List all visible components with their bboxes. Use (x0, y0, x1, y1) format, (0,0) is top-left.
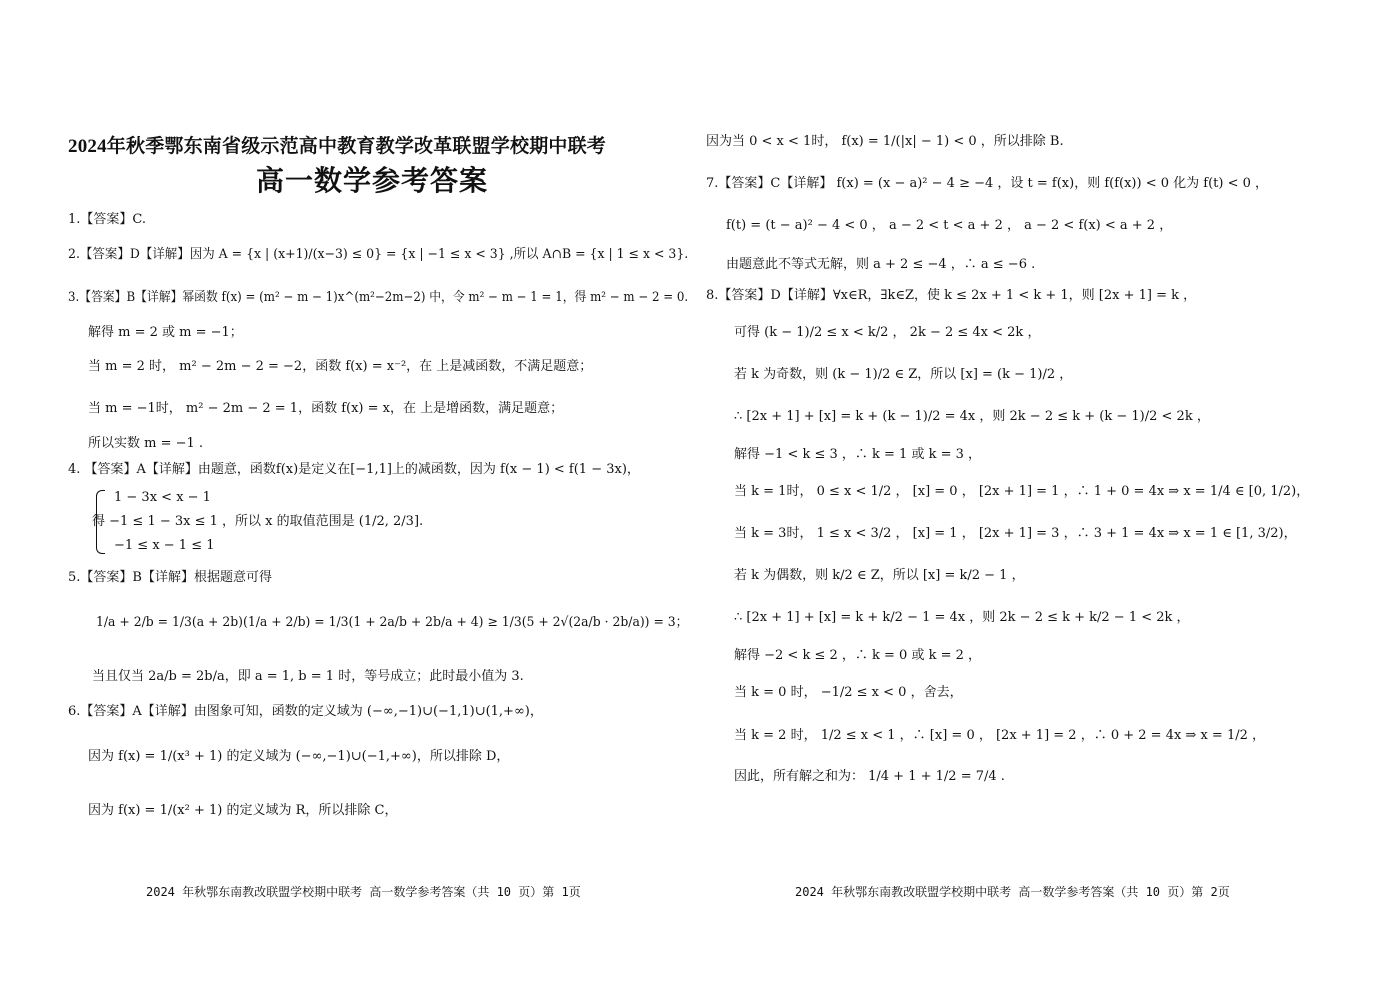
answer-4: 4. 【答案】A【详解】由题意，函数f(x)是定义在[−1,1]上的减函数，因为 f(x − 1) < f(1 − 3x)， (68, 462, 640, 477)
answer-7: 7.【答案】C【详解】 f(x) = (x − a)² − 4 ≥ −4 ，设 t = f(x)，则 f(f(x)) < 0 化为 f(t) < 0 ， (706, 176, 1269, 191)
answer-8-step-9: 解得 −2 < k ≤ 2 ，∴ k = 0 或 k = 2 ， (734, 648, 982, 663)
answer-3-step-3: 当 m = −1时， m² − 2m − 2 = 1，函数 f(x) = x，在 上是增函数，满足题意； (88, 401, 564, 416)
footer-page-2: 2024 年秋鄂东南教改联盟学校期中联考 高一数学参考答案（共 10 页）第 2页 (795, 885, 1230, 899)
footer-page-1: 2024 年秋鄂东南教改联盟学校期中联考 高一数学参考答案（共 10 页）第 1页 (146, 885, 581, 899)
answer-3-step-2: 当 m = 2 时， m² − 2m − 2 = −2，函数 f(x) = x⁻²，在 上是减函数，不满足题意； (88, 359, 593, 374)
answer-7-step-1: f(t) = (t − a)² − 4 < 0 ， a − 2 < t < a + 2 ， a − 2 < f(x) < a + 2 ， (726, 218, 1173, 233)
answer-8-step-6: 当 k = 3时， 1 ≤ x < 3/2 ， [x] = 1 ， [2x + 1] = 3 ，∴ 3 + 1 = 4x ⇒ x = 1 ∈ [1, 3/2)， (734, 526, 1297, 541)
answer-8-step-12: 因此，所有解之和为： 1/4 + 1 + 1/2 = 7/4 . (734, 769, 1005, 784)
answer-3: 3.【答案】B【详解】幂函数 f(x) = (m² − m − 1)x^(m²−2m−2) 中，令 m² − m − 1 = 1，得 m² − m − 2 = 0. (68, 290, 689, 305)
answer-5: 5.【答案】B【详解】根据题意可得 (68, 570, 272, 585)
answer-3-step-1: 解得 m = 2 或 m = −1； (88, 325, 243, 340)
answer-8-step-2: 若 k 为奇数，则 (k − 1)/2 ∈ Z，所以 [x] = (k − 1)/2 ， (734, 367, 1073, 382)
document-subtitle: 高一数学参考答案 (256, 165, 489, 196)
answer-4-system-2: 得 −1 ≤ 1 − 3x ≤ 1 ，所以 x 的取值范围是 (1/2, 2/3]. (92, 514, 424, 529)
answer-8-step-3: ∴ [2x + 1] + [x] = k + (k − 1)/2 = 4x ，则 2k − 2 ≤ k + (k − 1)/2 < 2k ， (734, 409, 1210, 424)
answer-4-system-1: 1 − 3x < x − 1 (114, 490, 211, 505)
answer-7-step-2: 由题意此不等式无解，则 a + 2 ≤ −4 ，∴ a ≤ −6 . (726, 257, 1036, 272)
answer-8-step-7: 若 k 为偶数，则 k/2 ∈ Z，所以 [x] = k/2 − 1 ， (734, 568, 1025, 583)
answer-3-step-4: 所以实数 m = −1 . (88, 436, 204, 451)
answer-8-step-10: 当 k = 0 时， −1/2 ≤ x < 0 ，舍去， (734, 685, 963, 700)
answer-1: 1.【答案】C. (68, 212, 147, 227)
answer-2: 2.【答案】D【详解】因为 A = {x | (x+1)/(x−3) ≤ 0} = {x | −1 ≤ x < 3} ,所以 A∩B = {x | 1 ≤ x < 3}. (68, 247, 689, 262)
answer-6-step-1: 因为 f(x) = 1/(x³ + 1) 的定义域为 (−∞,−1)∪(−1,+∞)，所以排除 D， (88, 749, 510, 764)
document-title: 2024年秋季鄂东南省级示范高中教育教学改革联盟学校期中联考 (68, 136, 607, 157)
answer-8-step-8: ∴ [2x + 1] + [x] = k + k/2 − 1 = 4x ，则 2k − 2 ≤ k + k/2 − 1 < 2k ， (734, 610, 1190, 625)
answer-6-step-3: 因为当 0 < x < 1时， f(x) = 1/(|x| − 1) < 0 ，所以排除 B. (706, 134, 1064, 149)
answer-8-step-5: 当 k = 1时， 0 ≤ x < 1/2 ， [x] = 0 ， [2x + 1] = 1 ，∴ 1 + 0 = 4x ⇒ x = 1/4 ∈ [0, 1/2)， (734, 484, 1310, 499)
answer-5-conclusion: 当且仅当 2a/b = 2b/a，即 a = 1, b = 1 时，等号成立；此时最小值为 3. (92, 669, 524, 684)
answer-8-step-11: 当 k = 2 时， 1/2 ≤ x < 1 ，∴ [x] = 0 ， [2x + 1] = 2 ，∴ 0 + 2 = 4x ⇒ x = 1/2 ， (734, 728, 1266, 743)
answer-8: 8.【答案】D【详解】∀x∈R，∃k∈Z，使 k ≤ 2x + 1 < k + 1，则 [2x + 1] = k ， (706, 288, 1197, 303)
answer-8-step-1: 可得 (k − 1)/2 ≤ x < k/2 ， 2k − 2 ≤ 4x < 2k ， (734, 325, 1041, 340)
answer-6-step-2: 因为 f(x) = 1/(x² + 1) 的定义域为 R，所以排除 C， (88, 803, 398, 818)
answer-6: 6.【答案】A【详解】由图象可知，函数的定义域为 (−∞,−1)∪(−1,1)∪(1,+∞)， (68, 704, 543, 719)
answer-5-derivation: 1/a + 2/b = 1/3(a + 2b)(1/a + 2/b) = 1/3(1 + 2a/b + 2b/a + 4) ≥ 1/3(5 + 2√(2a/b · 2b/a)) = 3； (96, 615, 689, 630)
answer-8-step-4: 解得 −1 < k ≤ 3 ，∴ k = 1 或 k = 3 ， (734, 447, 982, 462)
answer-4-system-3: −1 ≤ x − 1 ≤ 1 (114, 538, 215, 553)
